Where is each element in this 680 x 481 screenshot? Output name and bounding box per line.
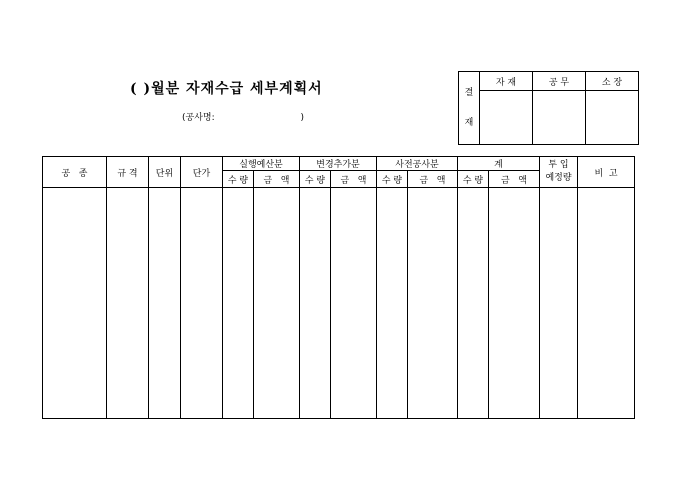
header-planned-input — [540, 157, 578, 188]
header-amount: 금 액 — [254, 171, 300, 188]
cell-change-amount[interactable] — [331, 188, 377, 419]
header-work-type: 공 종 — [43, 157, 107, 188]
cell-prior-amount[interactable] — [408, 188, 458, 419]
header-total: 계 — [458, 157, 540, 171]
header-qty: 수 량 — [300, 171, 331, 188]
approval-sign-engineering[interactable] — [533, 91, 586, 145]
header-qty: 수 량 — [377, 171, 408, 188]
project-name-label: (공사명: ) — [182, 113, 304, 123]
cell-unit-price[interactable] — [181, 188, 223, 419]
header-amount: 금 액 — [331, 171, 377, 188]
cell-total-amount[interactable] — [489, 188, 540, 419]
cell-unit[interactable] — [149, 188, 181, 419]
cell-exec-amount[interactable] — [254, 188, 300, 419]
header-qty: 수 량 — [458, 171, 489, 188]
cell-change-qty[interactable] — [300, 188, 331, 419]
approval-header-materials: 자 재 — [480, 72, 533, 91]
approval-box — [458, 71, 639, 145]
cell-prior-qty[interactable] — [377, 188, 408, 419]
cell-spec[interactable] — [107, 188, 149, 419]
approval-sign-materials[interactable] — [480, 91, 533, 145]
document-title — [130, 78, 390, 98]
header-exec-budget: 실행예산분 — [223, 157, 300, 171]
header-amount: 금 액 — [408, 171, 458, 188]
header-qty: 수 량 — [223, 171, 254, 188]
cell-planned-input[interactable] — [540, 188, 578, 419]
approval-side-label — [459, 72, 480, 145]
header-spec: 규 격 — [107, 157, 149, 188]
cell-total-qty[interactable] — [458, 188, 489, 419]
approval-sign-manager[interactable] — [586, 91, 639, 145]
title-text: 월분 자재수급 세부계획서 — [151, 81, 323, 97]
header-amount: 금 액 — [489, 171, 540, 188]
approval-header-manager: 소 장 — [586, 72, 639, 91]
header-change-add: 변경추가분 — [300, 157, 377, 171]
cell-exec-qty[interactable] — [223, 188, 254, 419]
approval-header-engineering: 공 무 — [533, 72, 586, 91]
header-remarks: 비 고 — [578, 157, 635, 188]
month-blank: ( ) — [130, 81, 152, 97]
header-planned-line1: 투 입 — [548, 160, 569, 170]
header-unit: 단위 — [149, 157, 181, 188]
cell-work-type[interactable] — [43, 188, 107, 419]
material-plan-table — [42, 156, 635, 419]
approval-side-top: 결 — [464, 88, 474, 98]
cell-remarks[interactable] — [578, 188, 635, 419]
approval-side-bottom: 재 — [464, 118, 474, 128]
header-unit-price: 단가 — [181, 157, 223, 188]
header-planned-line2: 예정량 — [545, 173, 572, 183]
header-prior-work: 사전공사분 — [377, 157, 458, 171]
